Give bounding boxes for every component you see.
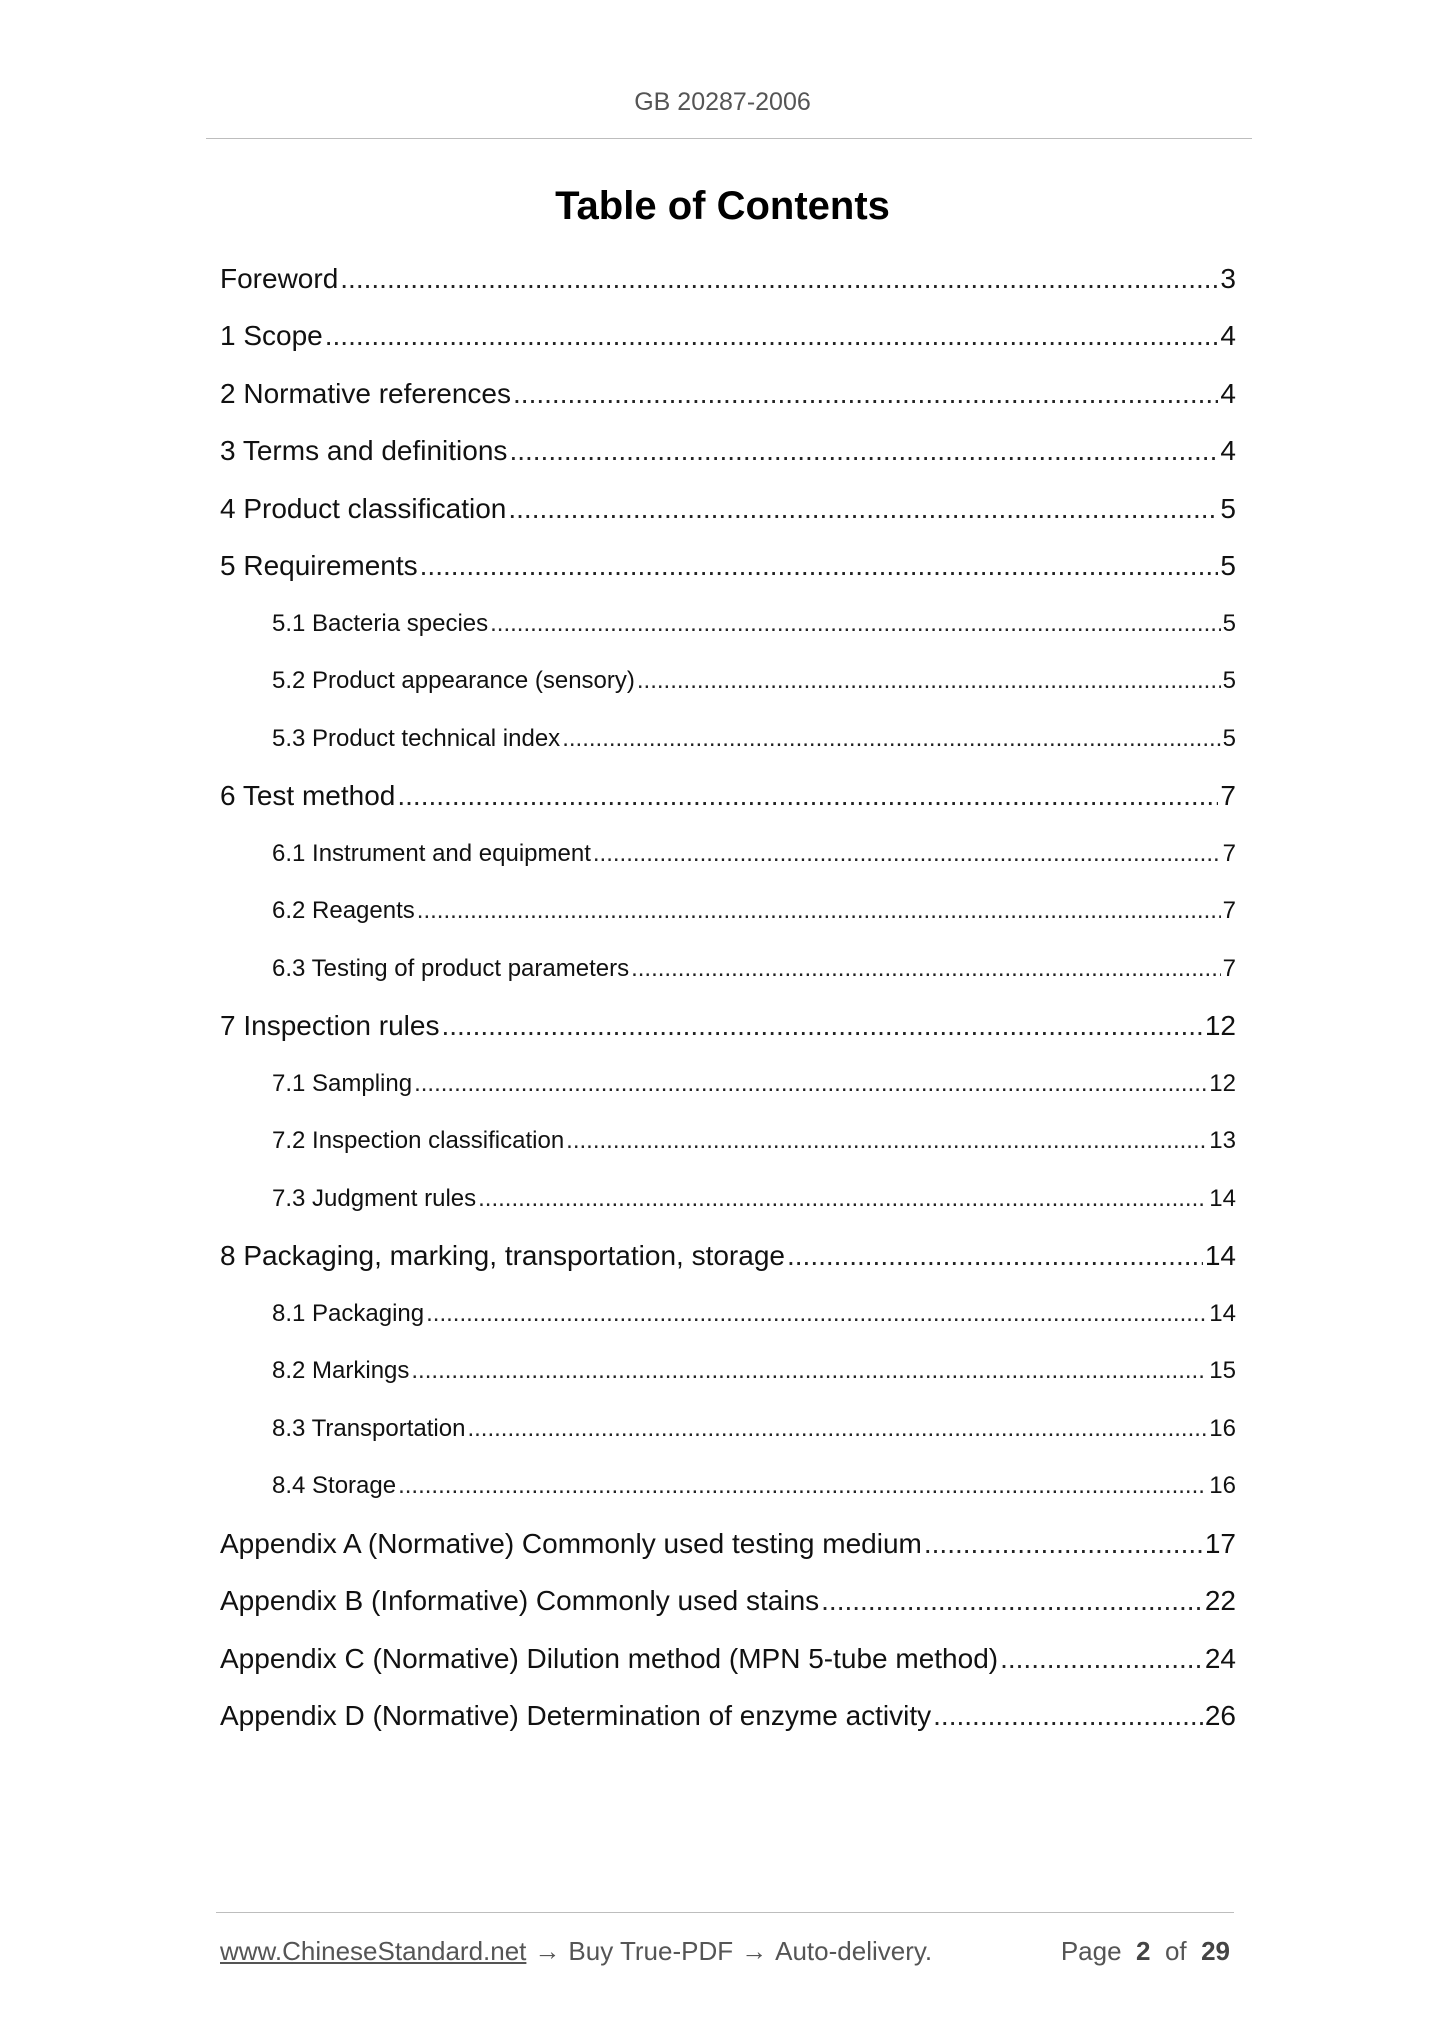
toc-entry[interactable]	[220, 1170, 1236, 1228]
toc-dot-leader	[478, 1185, 1207, 1213]
toc-entry-title: 4 Product classification	[220, 492, 507, 524]
toc-dot-leader	[441, 1010, 1202, 1042]
toc-dot-leader	[398, 1472, 1207, 1500]
toc-title: Table of Contents	[555, 184, 890, 228]
toc-entry-title: 8 Packaging, marking, transportation, storage	[220, 1240, 785, 1272]
arrow-icon: →	[534, 1935, 561, 1966]
toc-dot-leader	[411, 1357, 1207, 1385]
toc-entry-page-number: 5	[1222, 609, 1236, 637]
toc-dot-leader	[631, 955, 1221, 983]
toc-entry-page-number: 7	[1222, 839, 1236, 867]
page-label: Page	[1060, 1935, 1122, 1966]
toc-entry-page-number: 17	[1204, 1527, 1236, 1559]
toc-entry[interactable]	[220, 1055, 1236, 1113]
current-page-number: 2	[1136, 1935, 1151, 1966]
table-of-contents	[220, 250, 1236, 1745]
toc-entry[interactable]	[220, 1458, 1236, 1516]
toc-entry[interactable]	[220, 595, 1236, 653]
page-indicator	[1061, 1936, 1230, 1967]
toc-entry-page-number: 4	[1220, 435, 1236, 467]
toc-entry-title: 7.3 Judgment rules	[272, 1184, 477, 1212]
toc-entry-title: 6 Test method	[220, 780, 396, 812]
toc-entry[interactable]	[220, 423, 1236, 481]
toc-entry[interactable]	[220, 1113, 1236, 1171]
toc-entry[interactable]	[220, 1400, 1236, 1458]
toc-dot-leader	[509, 435, 1218, 467]
toc-dot-leader	[562, 725, 1220, 753]
toc-entry-page-number: 15	[1209, 1357, 1236, 1385]
toc-entry[interactable]	[220, 1343, 1236, 1401]
toc-entry-title: 5.2 Product appearance (sensory)	[272, 667, 635, 695]
auto-delivery-text: Auto-delivery.	[775, 1935, 933, 1966]
toc-entry-title: Appendix A (Normative) Commonly used testing medium	[220, 1527, 922, 1559]
website-link[interactable]: www.ChineseStandard.net	[220, 1935, 527, 1966]
toc-entry-page-number: 26	[1204, 1700, 1236, 1732]
toc-entry-title: 6.1 Instrument and equipment	[272, 839, 591, 867]
toc-dot-leader	[325, 320, 1219, 352]
toc-entry-page-number: 5	[1220, 550, 1236, 582]
toc-entry-page-number: 14	[1209, 1299, 1236, 1327]
toc-dot-leader	[340, 263, 1218, 295]
arrow-icon: →	[741, 1935, 768, 1966]
toc-dot-leader	[637, 667, 1221, 695]
toc-dot-leader	[490, 610, 1221, 638]
toc-entry-title: 1 Scope	[220, 320, 323, 352]
toc-entry-page-number: 14	[1209, 1184, 1236, 1212]
toc-dot-leader	[924, 1528, 1203, 1560]
toc-entry-page-number: 12	[1204, 1010, 1236, 1042]
toc-entry-title: 5 Requirements	[220, 550, 418, 582]
toc-entry[interactable]	[220, 710, 1236, 768]
toc-entry[interactable]	[220, 883, 1236, 941]
toc-entry-title: 7.1 Sampling	[272, 1069, 413, 1097]
toc-entry-title: 8.4 Storage	[272, 1472, 397, 1500]
toc-entry[interactable]	[220, 768, 1236, 826]
toc-entry[interactable]	[220, 1688, 1236, 1746]
toc-entry-page-number: 3	[1220, 262, 1236, 294]
toc-entry-title: 7 Inspection rules	[220, 1010, 440, 1042]
toc-entry[interactable]	[220, 653, 1236, 711]
toc-entry[interactable]	[220, 480, 1236, 538]
toc-entry-page-number: 24	[1204, 1642, 1236, 1674]
toc-entry-page-number: 5	[1220, 492, 1236, 524]
total-pages-number: 29	[1201, 1935, 1230, 1966]
toc-entry[interactable]	[220, 998, 1236, 1056]
toc-entry-page-number: 7	[1222, 954, 1236, 982]
toc-entry[interactable]	[220, 250, 1236, 308]
buy-true-pdf-text: Buy True-PDF	[568, 1935, 734, 1966]
document-code: GB 20287-2006	[634, 88, 811, 116]
toc-entry-title: 7.2 Inspection classification	[272, 1127, 565, 1155]
toc-entry[interactable]	[220, 1573, 1236, 1631]
toc-entry-page-number: 16	[1209, 1414, 1236, 1442]
toc-entry[interactable]	[220, 308, 1236, 366]
toc-entry[interactable]	[220, 365, 1236, 423]
toc-entry[interactable]	[220, 1515, 1236, 1573]
toc-dot-leader	[397, 780, 1218, 812]
toc-dot-leader	[821, 1585, 1203, 1617]
toc-entry-title: 8.3 Transportation	[272, 1414, 466, 1442]
toc-dot-leader	[787, 1240, 1203, 1272]
toc-dot-leader	[1000, 1643, 1203, 1675]
toc-entry-title: 6.3 Testing of product parameters	[272, 954, 630, 982]
toc-entry-page-number: 22	[1204, 1585, 1236, 1617]
toc-dot-leader	[467, 1415, 1207, 1443]
toc-dot-leader	[417, 897, 1221, 925]
toc-dot-leader	[593, 840, 1221, 868]
toc-dot-leader	[933, 1700, 1203, 1732]
toc-entry-title: Foreword	[220, 262, 339, 294]
toc-entry-page-number: 4	[1220, 377, 1236, 409]
toc-entry-title: 5.1 Bacteria species	[272, 609, 489, 637]
toc-entry[interactable]	[220, 538, 1236, 596]
toc-entry-page-number: 14	[1204, 1240, 1236, 1272]
toc-entry-title: 3 Terms and definitions	[220, 435, 508, 467]
toc-entry[interactable]	[220, 1285, 1236, 1343]
toc-dot-leader	[426, 1300, 1207, 1328]
toc-entry-page-number: 7	[1220, 780, 1236, 812]
toc-entry-title: 5.3 Product technical index	[272, 724, 561, 752]
toc-entry-page-number: 16	[1209, 1472, 1236, 1500]
toc-entry-title: Appendix B (Informative) Commonly used stains	[220, 1585, 820, 1617]
toc-entry-page-number: 5	[1222, 724, 1236, 752]
toc-entry-page-number: 13	[1209, 1127, 1236, 1155]
toc-entry[interactable]	[220, 940, 1236, 998]
toc-dot-leader	[420, 550, 1219, 582]
toc-entry-title: Appendix D (Normative) Determination of enzyme activity	[220, 1700, 932, 1732]
toc-entry-page-number: 12	[1209, 1069, 1236, 1097]
toc-dot-leader	[513, 378, 1218, 410]
toc-entry-title: Appendix C (Normative) Dilution method (MPN 5-tube method)	[220, 1642, 999, 1674]
toc-entry-page-number: 5	[1222, 667, 1236, 695]
toc-entry-title: 6.2 Reagents	[272, 897, 415, 925]
toc-entry[interactable]	[220, 1630, 1236, 1688]
footer-divider	[216, 1912, 1234, 1913]
toc-entry-title: 8.2 Markings	[272, 1357, 410, 1385]
toc-entry-page-number: 7	[1222, 897, 1236, 925]
toc-dot-leader	[566, 1127, 1207, 1155]
toc-entry[interactable]	[220, 1228, 1236, 1286]
toc-entry[interactable]	[220, 825, 1236, 883]
page-of-label: of	[1164, 1935, 1187, 1966]
page-footer	[220, 1933, 1230, 1969]
toc-entry-title: 8.1 Packaging	[272, 1299, 425, 1327]
toc-dot-leader	[508, 493, 1218, 525]
toc-entry-page-number: 4	[1220, 320, 1236, 352]
toc-entry-title: 2 Normative references	[220, 377, 512, 409]
toc-dot-leader	[414, 1070, 1207, 1098]
header-divider	[206, 138, 1252, 139]
